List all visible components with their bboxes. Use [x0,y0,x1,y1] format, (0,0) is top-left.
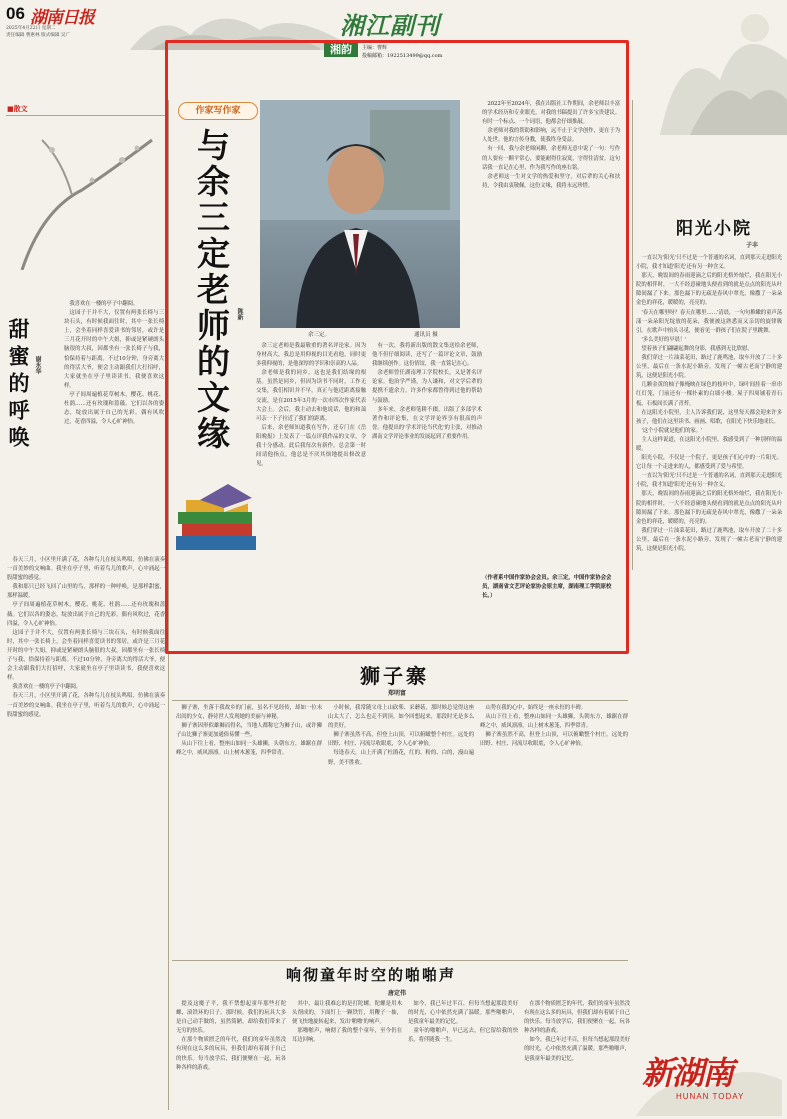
section-title: 湘江副刊 [340,11,440,40]
column-divider [632,100,633,570]
paragraph: 有一回，我与余老师闲聊，余老师无意中说了一句：写作的人要有一颗平常心，要能耐得住寂寞，守得住清贫。这句话我一直记在心里，作为我写作的座右铭。 [482,146,620,171]
section-tag: ■散文 [7,104,28,113]
bottom-article-col4 [524,1000,630,1112]
person-silhouette [260,100,460,328]
footer-logo-title: 新湖南 [642,1054,733,1092]
paragraph: 从山下往上看，整座山如同一头雄狮，头朝东方，雄踞在群峰之中，威风凛凛。山上树木葱茏，四季常青。 [176,741,322,757]
feature-title: 与余三定老师的文缘 [192,128,231,452]
paragraph: 童年的啪啪声，早已远去，但它留给我的快乐，将伴随我一生。 [408,1028,518,1044]
paragraph: '多么美好的早晨！' [641,336,687,343]
paragraph: 一直以为'阳光'只不过是一个普通的名词，直到那天走进阳光小院，我才知道'阳光'还有另一种含义。 [636,473,782,489]
paragraph: 阳光小院，不仅是一个院子，更是孩子们心中的一片阳光。它让每一个走进来的人，都感受到了爱与希望。 [636,455,782,471]
paper-name-logo: 湖南日报 [30,8,94,28]
paragraph: 我喜欢在一楼的亭子中翻阅。 [69,301,139,307]
paragraph: 我喜欢在一楼的亭子中翻阅。 [12,684,82,691]
mid-article-title: 狮子寨 [360,664,429,688]
paragraph: 春天三月，小区里开满了花，各种鸟儿在枝头鸣唱，仿佛在演奏一首美妙的交响曲。我坐在亭子里，听着鸟儿的歌声，心中涌起一股甜蜜的感觉。 [7,693,165,718]
divider [172,960,628,961]
bottom-article-author: 唐定伟 [388,990,407,997]
paragraph: 我和那只已经飞回了山里的鸟，那样的一种呼唤，是那样甜蜜，那样温暖。 [7,584,165,600]
footer-logo [636,1040,782,1116]
feature-kicker-label: 作家写作家 [195,106,241,116]
paragraph: 余老师这一生对文学的热爱和坚守，对后辈的关心和扶持，令我由衷敬佩。这份文缘，我将永远珍惜。 [482,173,620,189]
paragraph: 我们穿过一片油菜花田，路过了鹿鸣池，取车开放了二十多公里，最后在一条水泥小路旁，发现了一幢古老而宁静的建筑，这便是阳光小院。 [636,527,782,552]
paragraph: 提及这魔子平，我不禁想起童年那些打陀螺、滚铁环的日子。那时候，我们的玩具大多是自己动手做的，虽然简陋，却给我们带来了无穷的快乐。 [176,1001,286,1035]
bottom-article-title: 响彻童年时空的啪啪声 [286,966,457,984]
issue-date: 2025年4月22日 星期二 [6,26,56,31]
portrait-photo [260,100,460,328]
paragraph: 亭子间周遍植花草树木，樱花、桃花、杜鹃……还有玫瑰和蔷薇。它们以各的姿态，绽放出属于自己的光彩。偶有风吹过，花香四溢，令人心旷神怡。 [7,602,165,627]
left-article-title: 甜蜜的呼唤 [6,318,31,453]
paragraph: 多年来，余老师笔耕不辍，出版了多部学术著作和评论集，在文学评论界享有很高的声誉。他提出的'学术评论当代化'的主张，对推动湖南文学评论事业的发展起到了重要作用。 [372,406,482,440]
divider [172,700,628,701]
paragraph: '春天在哪里呀？春天在哪里……'清晨，一句句稚嫩的童声荡漾一朵朵阳光绽放的花朵，我便被这熟悉而又亲切的旋律吸引。在歌声中抬头寻觅，便看见一群孩子们在院子里跳舞。 [636,309,782,334]
feature-body-col1 [256,342,366,640]
bottom-article-col3 [408,1000,518,1112]
paragraph: 狮子寨虽然不高，但登上山顶，可以俯瞰整个村庄。远处的田野、村庄、河流尽收眼底，令人心旷神怡。 [480,732,628,748]
author-bio: （作者系中国作家协会会员。余三定，中国作家协会会员，湖南省文艺评论家协会原主席，湖南理工学院原校长。） [482,575,612,599]
paragraph: 每逢春天，山上开满了杜鹃花，红的、粉的、白的，漫山遍野，美不胜收。 [328,750,474,766]
photo-caption-name: 余三定。 [308,332,331,338]
ink-landscape-illustration [660,0,787,135]
mid-article-col2 [328,704,474,952]
right-article-body [636,254,782,960]
feature-kicker [178,102,258,120]
paragraph: 一直以为'阳光'只不过是一个普通的名词，直到那天走进阳光小院，我才知道'阳光'还有另一种含义。 [636,255,782,271]
feature-body-col3 [482,100,620,570]
paragraph: 余三定老师是我最敬重的著名评论家。因为身材高大，我总是用仰视的目光看他，同时更多我仰视的，是他深厚的学识和崇高的人品。 [256,343,366,368]
paragraph: 2022年至2024年，我在出版社工作期间，余老师以丰富的学术经历和专业眼光，对我的书稿提出了许多宝贵建议。有时一个标点、一个词语，他都会仔细推敲。 [482,101,620,126]
paragraph: 如今，我已年过半百，但每当想起那段美好的时光，心中依然充满了温暖。那些啪啪声，是我童年最美的记忆。 [408,1001,518,1026]
editor-credits: 责任编辑 曹惠林 版式编辑 吴广 [6,33,71,38]
feature-author: 陈新 [236,308,243,320]
paragraph: 在这阳光小院里，主人告诉我们说，这里每天都会迎来许多孩子，他们在这里读书、画画、唱歌，在阳光下快乐地成长。 [636,409,782,425]
paragraph: 小时候，我常随父母上山砍柴、采蘑菇，那时候总觉得这座山太大了，怎么也走不到顶。如今回想起来，那段时光是多么的美好。 [328,705,474,730]
right-article-author: 子丰 [746,242,759,249]
paragraph: 余老师对我的帮助和影响，远不止于文学创作，更在于为人处世。他的言传身教，使我终身受益。 [482,128,620,144]
paragraph: 从山下往上看，整座山如同一头雄狮，头朝东方，雄踞在群峰之中，威风凛凛。山上树木葱茏，四季常青。 [480,714,628,730]
mid-article-col1 [176,704,322,952]
paragraph: 亭子间周遍植花草树木，樱花、桃花、杜鹃……还有玫瑰和蔷薇。它们以各的姿态，绽放出属于自己的光彩。偶有风吹过，花香四溢，令人心旷神怡。 [64,391,164,426]
paragraph: 望着孩子们翩翩起舞的身影，我感到无比欣慰。 [641,345,753,352]
right-article-title: 阳光小院 [676,219,752,239]
paragraph: 狮子寨因形似雄狮而得名，当地人都称它为狮子山，或许狮子山比狮子寨更加通俗易懂一些。 [176,723,322,739]
left-article-body-bottom [7,556,165,1101]
left-article-author: 谢永华 [34,356,41,374]
divider [6,115,166,116]
paragraph: 这园子于并不大，仅置有两张长椅与三块石头，有时候我面往时，其中一张长椅上，会坐着同样喜爱读书的邻居，或许是三月花开时的中午大姐，抑或是紧硬朗头脑很的大叔，因都坐有一张长椅子与我，恰保持着与距离。不过10分钟，身旁离大的得活大爷，便会主动跟我们大打招呼，大家就坐在亭子里读读书，我便喜欢这样。 [64,310,164,389]
paragraph: 那啪啪声，响彻了我的整个童年，至今仍在耳边回响。 [292,1028,402,1044]
paragraph: 在那个物质匮乏的年代，我们的童年虽然没有现在这么多的玩具，但我们却有着属于自己的快乐。每当放学后，我们便聚在一起，玩各种各样的游戏。 [176,1037,286,1071]
paragraph: 有一次，我将新出版的散文集送给余老师，他不但仔细阅读，还写了一篇评论文章，鼓励我继续创作。这份情谊，我一直铭记在心。 [372,343,482,368]
bottom-article-col1 [176,1000,286,1112]
column-badge: 湘韵 [324,42,358,57]
paragraph: 后来，余老师知道我在写作，还专门在《岳阳晚报》上发表了一篇点评我作品的文章，令我十分感动。此后我每次有新作，总会第一时间请他指点，他总是不厌其烦地提出修改意见。 [256,424,366,468]
paragraph: 那天，晚饭间的春雨迎滴之后的阳光格外灿烂，我在阳光小院的相伴时，一大不经意碰地头便看到的就是点点的阳光从叶隙间漏了下来。那色漏下的无疏是春风中翠光，像撒了一朵朵金色的祥花，暖暖的，亮亮的。 [636,273,782,307]
paragraph: 余老师曾任湖南理工学院校长，又是著名评论家。他治学严谨，为人谦和，对文学后辈的提携不遗余力。许多作家都曾得到过他的帮助与鼓励。 [372,370,482,404]
feature-body-col2 [372,342,482,640]
left-article-body-top [64,300,164,552]
paragraph: 我们穿过一片油菜花田，路过了鹿鸣池，取车开放了二十多公里，最后在一条水泥小路旁，发现了一幢古老而宁静的建筑，这便是阳光小院。 [636,355,782,380]
paragraph: 其中，最让我难忘的是打陀螺。陀螺是用木头削成的，下面钉上一颗铁钉，用鞭子一抽，便飞快地旋转起来，发出'啪啪'的响声。 [292,1001,402,1026]
submission-email: 投稿邮箱：1922513499@qq.com [362,53,443,59]
paragraph: 春天三月，小区里开满了花，各种鸟儿在枝头鸣唱，仿佛在演奏一首美妙的交响曲。我坐在亭子里，听着鸟儿的歌声，心中涌起一股甜蜜的感觉。 [7,557,165,582]
paragraph: 那天，晚饭间的春雨迎滴之后的阳光格外灿烂，我在阳光小院的相伴时，一大不经意碰地头便看到的就是点点的阳光从叶隙间漏了下来。那色漏下的无疏是春风中翠光，像撒了一朵朵金色的祥花，暖暖的，亮亮的。 [636,491,782,525]
paragraph: 狮子寨，坐落于我故乡的门前，虽名不见经传，却如一位未出闺的少女，静待世人发现她的美丽与神秘。 [176,705,322,721]
paragraph: 这园子于并不大，仅置有两张长椅与三块石头，有时候我面往时，其中一张长椅上，会坐着同样喜爱读书的邻居，或许是三月花开时的中午大姐，抑或是紧硬朗头脑很的大叔，因都坐有一张长椅子与我，恰保持着与距离。不过10分钟，身旁离大的得活大爷，便会主动跟我们大打招呼，大家就坐在亭子里读读书，我便喜欢这样。 [7,629,165,682]
left-illustration [12,120,162,270]
editor-name: 主编：曹辉 [362,45,388,51]
masthead [6,4,126,38]
paragraph: 狮子寨虽然不高，但登上山顶，可以俯瞰整个村庄。远处的田野、村庄、河流尽收眼底，令人心旷神怡。 [328,732,474,748]
mid-article-col3 [480,704,628,952]
paragraph: 在那个物质匮乏的年代，我们的童年虽然没有现在这么多的玩具，但我们却有着属于自己的快乐。每当放学后，我们便聚在一起，玩各种各样的游戏。 [524,1001,630,1035]
paragraph: 山势在我的心中，始终是一座永恒的丰碑。 [485,705,586,711]
paragraph: 如今，我已年过半百，但每当想起那段美好的时光，心中依然充满了温暖。那些啪啪声，是我童年最美的记忆。 [524,1037,630,1062]
bottom-article-col2 [292,1000,402,1112]
paragraph: 几颗金黄的柚子像掩映在绿色的枝叶中，绿叶间挂着一串串红灯笼，门前还有一棵扑素的白墙小楼。屋子四周铺着青石板，石板间长满了青苔。 [636,382,782,407]
plum-tree-illustration [12,120,162,270]
footer-logo-subtitle: HUNAN TODAY [676,1092,745,1101]
paragraph: '这个小院就是他们的家。' [641,427,703,434]
mid-article-author: 郑明富 [388,690,407,697]
books-illustration [172,478,264,558]
page-number: 06 [6,4,25,23]
paragraph: 主人这样说道，在这阳光小院里，我感受到了一种别样的温暖。 [636,436,782,452]
paragraph: 余老师是我的同乡，这也是我们结缘的根基。虽然是同乡，但因为读书不同时，工作无交集，我们相识并不早，真正与他近距离接触交流，是在2015年3月的一次市四次作家代表大会上。会后，我主动去和他说话，他的和蔼可亲一下子拉近了我们的距离。 [256,370,366,422]
photo-caption-credit: 通讯员 摄 [414,332,438,338]
